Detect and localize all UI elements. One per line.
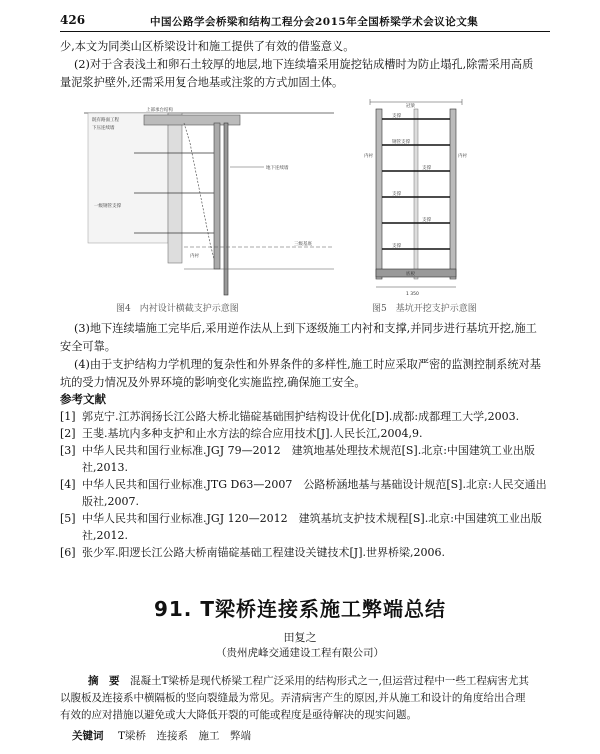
fig5-label: 支撑 [392,244,401,249]
fig4-label: 既有路面工程 [92,118,119,123]
fig5-label: 支撑 [422,218,431,223]
body-line: 量泥浆护壁外,还需采用复合地基或注浆的方式加固土体。 [60,76,344,89]
body-line: 坑的受力情况及外界环境的影响变化实施监控,确保施工安全。 [60,376,366,389]
figure-4-caption: 图4 内衬设计横截支护示意图 [116,304,239,314]
keywords-label: 关键词 [72,730,104,742]
reference-text: 社,2012. [82,529,128,542]
fig5-label: 冠梁 [406,104,415,109]
figure-5-diagram [362,97,470,299]
reference-number: [3] [60,444,76,457]
reference-number: [4] [60,478,76,491]
fig5-label: 底板 [406,272,415,277]
abstract-text: 有效的应对措施以避免或大大降低开裂的可能或程度是亟待解决的现实问题。 [60,709,417,721]
body-line: (4)由于支护结构力学机理的复杂性和外界条件的多样性,施工时应采取严密的监测控制系统对基 [74,358,541,371]
figure-5-caption: 图5 基坑开挖支护示意图 [372,304,477,314]
reference-text: 张少军.阳逻长江公路大桥南锚碇基础工程建设关键技术[J].世界桥梁,2006. [82,546,445,559]
fig4-label: 地下连续墙 [266,166,289,171]
abstract-text: 混凝土T梁桥是现代桥梁工程广泛采用的结构形式之一,但运营过程中一些工程病害尤其 [130,675,529,687]
figure-4-diagram [84,97,334,299]
article-title: 91. T梁桥连接系施工弊端总结 [153,597,447,621]
keywords-text: T梁桥 连接系 施工 弊端 [118,730,252,742]
fig5-label: 支撑 [392,192,401,197]
body-line: (2)对于含表浅土和卵石土较厚的地层,地下连续墙采用旋挖钻成槽时为防止塌孔,除需采用高质 [74,58,534,71]
article-affiliation: （贵州虎峰交通建设工程有限公司） [216,647,384,659]
reference-text: 中华人民共和国行业标准.JTG D63—2007 公路桥涵地基与基础设计规范[S].北京:人民交通出 [82,478,547,491]
reference-number: [1] [60,410,76,423]
fig4-label: 三级基底 [294,242,312,247]
reference-text: 王斐.基坑内多种支护和止水方法的综合应用技术[J].人民长江,2004,9. [82,427,423,440]
article-author: 田复之 [283,631,317,644]
reference-text: 中华人民共和国行业标准.JGJ 79—2012 建筑地基处理技术规范[S].北京:中国建筑工业出版 [82,444,535,457]
fig5-label: 支撑 [392,114,401,119]
references-heading: 参考文献 [60,392,106,406]
reference-number: [5] [60,512,76,525]
reference-text: 社,2013. [82,461,128,474]
fig4-label: 一级钢管支撑 [94,204,121,209]
fig4-label: 下压连续墙 [92,126,115,131]
abstract-label: 摘 要 [88,675,120,687]
body-line: (3)地下连续墙施工完毕后,采用逆作法从上到下逐级施工内衬和支撑,并同步进行基坑开挖,施工 [74,322,537,335]
body-line: 少,本文为同类山区桥梁设计和施工提供了有效的借鉴意义。 [60,40,355,53]
fig5-label: 内衬 [458,154,467,159]
body-line: 安全可靠。 [60,340,116,353]
reference-text: 中华人民共和国行业标准.JGJ 120—2012 建筑基坑支护技术规程[S].北京:中国建筑工业出版 [82,512,542,525]
reference-number: [2] [60,427,76,440]
running-header [60,13,550,32]
fig5-label: 支撑 [422,166,431,171]
abstract-text: 以腹板及连接系中横隔板的竖向裂缝最为常见。弄清病害产生的原因,并从施工和设计的角度给出合理 [60,692,526,704]
fig4-label: 上部承台结构 [146,108,173,113]
reference-number: [6] [60,546,76,559]
reference-text: 版社,2007. [82,495,139,508]
running-title: 中国公路学会桥梁和结构工程分会2015年全国桥梁学术会议论文集 [150,16,479,28]
reference-text: 郭克宁.江苏润扬长江公路大桥北锚碇基础围护结构设计优化[D].成都:成都理工大学,2003. [82,410,520,423]
fig5-label: 内衬 [364,154,373,159]
fig4-label: 内衬 [190,254,199,259]
page-number: 426 [60,13,86,27]
fig5-label: 钢管支撑 [392,140,410,145]
fig5-label: 1 350 [406,292,419,297]
